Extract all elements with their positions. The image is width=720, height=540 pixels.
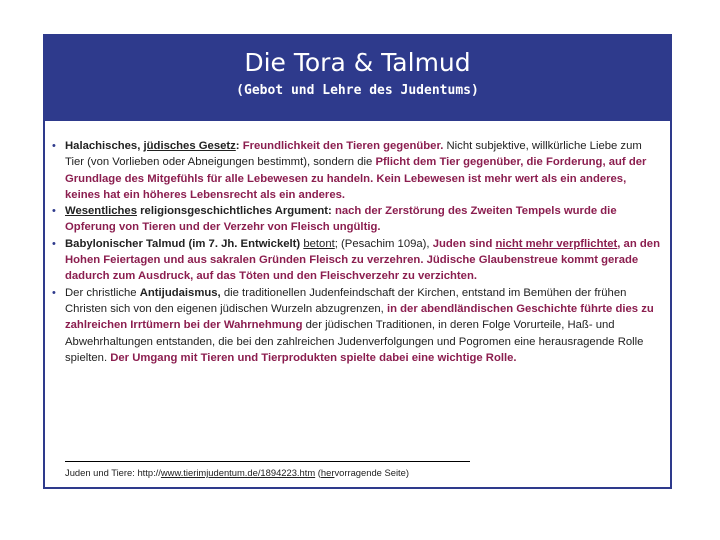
bullet-3-accent-underlined: nicht mehr verpflichtet xyxy=(495,237,618,250)
bullet-list xyxy=(52,138,663,366)
bullet-4-body: die traditionellen Judenfeindschaft der Kirchen, entstand im Bemühen der frühen Christen sich von den eigenen jüdischen Wurzeln abzugrenzen, xyxy=(65,286,627,315)
bullet-2-lead: religionsgeschichtliches Argument xyxy=(137,205,329,218)
bullet-2-colon: : xyxy=(328,205,335,218)
bullet-dot-icon: • xyxy=(52,205,56,218)
bullet-item-4 xyxy=(52,285,663,366)
bullet-4-accent-2: Der Umgang mit Tieren und Tierprodukten spielte dabei eine wichtige Rolle. xyxy=(110,351,517,364)
bullet-1-accent-2: Pflicht dem Tier gegenüber, die Forderung, auf der Grundlage des Mitgefühls für alle Lebewesen zu handeln. Kein Lebewesen ist mehr wert als ein anderes, keines hat ein höheres Lebensrecht als ein anderes. xyxy=(65,156,647,201)
bullet-item-1 xyxy=(52,138,663,203)
footnote-prefix: Juden und Tiere: http:// xyxy=(65,467,161,478)
slide-frame xyxy=(43,34,672,489)
footnote xyxy=(65,467,409,479)
bullet-3-accent-2: , an den Hohen Feiertagen und aus sakralen Gründen Fleisch zu verzehren. Jüdische Glaubenstreue kommt gerade dadurch zum Ausdruck, auf das Töten und den Fleischverzehr zu verzichten. xyxy=(65,237,660,283)
page-subtitle: (Gebot und Lehre des Judentums) xyxy=(236,83,479,98)
bullet-2-accent: nach der Zerstörung des Zweiten Tempels wurde die Opferung von Tieren und der Verzehr von Fleisch ungültig. xyxy=(65,205,617,234)
bullet-dot-icon: • xyxy=(52,140,56,152)
bullet-3-underlined: betont xyxy=(303,237,335,250)
bullet-1-underlined: jüdisches Gesetz xyxy=(143,140,236,152)
bullet-dot-icon: • xyxy=(52,237,56,250)
bullet-item-2 xyxy=(52,203,663,236)
bullet-4-lead: Der christliche xyxy=(65,286,140,299)
bullet-item-3 xyxy=(52,236,663,285)
bullet-1-accent: Freundlichkeit den Tieren gegenüber. xyxy=(242,140,444,152)
bullet-1-lead: Halachisches, xyxy=(65,140,144,152)
bullet-3-lead: Babylonischer Talmud (im 7. Jh. Entwickelt) xyxy=(65,237,304,250)
footnote-link[interactable]: www.tierimjudentum.de/1894223.htm xyxy=(160,467,316,478)
bullet-3-accent: Juden sind xyxy=(432,237,496,250)
bullet-4-strong: Antijudaismus, xyxy=(139,286,221,299)
bullet-1-body: Nicht subjektive, willkürliche Liebe zum Tier (von Vorlieben oder Abneigungen bestimmt), sondern die xyxy=(65,140,642,169)
footnote-her: her xyxy=(320,467,335,478)
bullet-dot-icon: • xyxy=(52,286,56,299)
footnote-gap: ( xyxy=(315,467,321,478)
bullet-3-mid: ; (Pesachim 109a), xyxy=(334,237,433,250)
bullet-4-body-2: der jüdischen Traditionen, in deren Folge Vorurteile, Haß- und Abwehrhaltungen entstanden, die bei den zahlreichen Judenverfolgungen und Pogromen eine herausragende Rolle spielten. xyxy=(65,319,644,364)
page-title: Die Tora & Talmud xyxy=(244,48,471,77)
footnote-divider xyxy=(65,461,470,462)
bullet-2-underlined: Wesentliches xyxy=(65,205,137,218)
bullet-4-accent: in der abendländischen Geschichte führte dies zu zahlreichen Irrtümern bei der Wahrnehmung xyxy=(65,302,654,332)
title-banner xyxy=(45,36,670,121)
footnote-suffix: vorragende Seite) xyxy=(334,467,409,478)
bullet-1-colon: : xyxy=(235,140,243,152)
